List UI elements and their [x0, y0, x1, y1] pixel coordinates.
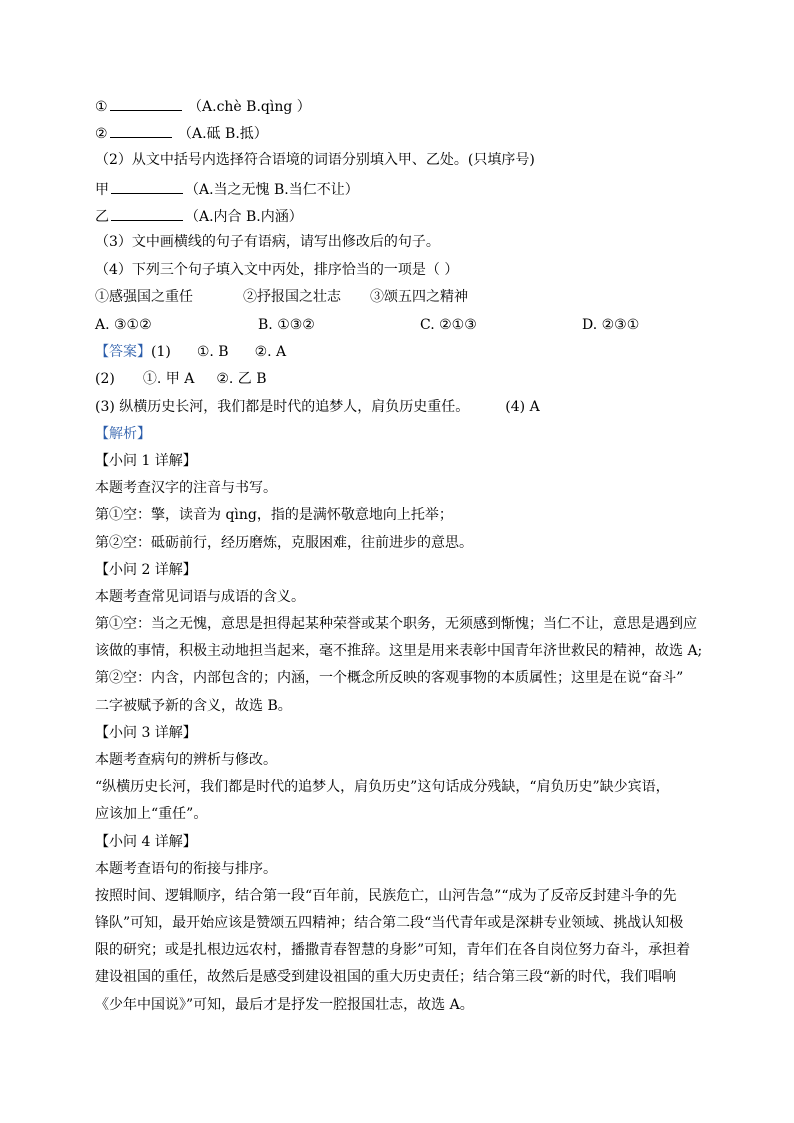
analysis-line: 按照时间、逻辑顺序，结合第一段“百年前，民族危亡，山河告急”“成为了反帝反封建斗争的先: [95, 888, 677, 904]
q1-line-1: [95, 96, 311, 116]
answer-q2-b: ②. 乙 B: [216, 371, 267, 387]
answer-blank[interactable]: [111, 179, 183, 194]
q2-prompt: （2）从文中括号内选择符合语境的词语分别填入甲、乙处。(只填序号): [95, 152, 535, 168]
q2-yi-label: 乙: [95, 209, 109, 225]
q4-choice-d: D. ②③①: [582, 317, 640, 333]
q4-sentence-1: ①感强国之重任: [95, 289, 193, 305]
analysis-line: 第①空：当之无愧，意思是担得起某种荣誉或某个职务，无须感到惭愧；当仁不让，意思是遇到应: [95, 616, 697, 632]
analysis-line: 本题考查语句的衔接与排序。: [95, 861, 277, 877]
q2-jia-label: 甲: [95, 182, 109, 198]
answer-line-3: [95, 398, 540, 416]
analysis-line: “纵横历史长河，我们都是时代的追梦人，肩负历史”这句话成分残缺，“肩负历史”缺少宾语，: [95, 779, 670, 795]
answer-q1-num: (1): [151, 344, 171, 360]
q2-yi-options: （A.内合 B.内涵）: [185, 209, 303, 225]
analysis-label: 【解析】: [95, 426, 151, 442]
analysis-line: 【小问 2 详解】: [95, 562, 197, 578]
answer-q3: (3) 纵横历史长河，我们都是时代的追梦人，肩负历史重任。: [95, 399, 470, 415]
q1-num-1: ①: [95, 99, 108, 115]
analysis-line: 本题考查常见词语与成语的含义。: [95, 589, 305, 605]
answer-blank[interactable]: [110, 96, 182, 111]
q1-num-2: ②: [95, 126, 108, 142]
q1-options-2: （A.砥 B.抵）: [178, 126, 268, 142]
q4-prompt: （4）下列三个句子填入文中丙处，排序恰当的一项是（ ）: [95, 262, 459, 278]
q4-choice-a: A. ③①②: [95, 317, 152, 333]
q3-prompt: （3）文中画横线的句子有语病，请写出修改后的句子。: [95, 234, 440, 250]
answer-q2-num: (2): [95, 371, 115, 387]
q2-jia-line: [95, 179, 359, 199]
analysis-line: 《少年中国说》”可知，最后才是抒发一腔报国壮志，故选 A。: [95, 997, 474, 1013]
analysis-line: 本题考查汉字的注音与书写。: [95, 480, 277, 496]
answer-q4: (4) A: [505, 399, 540, 415]
analysis-line: 第②空：砥砺前行，经历磨炼，克服困难，往前进步的意思。: [95, 535, 473, 551]
analysis-line: 该做的事情，积极主动地担当起来，毫不推辞。这里是用来表彰中国青年济世救民的精神，故选 A;: [95, 643, 703, 659]
q1-line-2: [95, 123, 268, 143]
analysis-line: 建设祖国的重任，故然后是感受到建设祖国的重大历史责任；结合第三段“新的时代，我们唱响: [95, 969, 677, 985]
q2-jia-options: （A.当之无愧 B.当仁不让）: [185, 182, 359, 198]
q4-sentence-3: ③颂五四之精神: [370, 289, 468, 305]
answer-line-2: [95, 370, 267, 388]
answer-blank[interactable]: [111, 206, 183, 221]
analysis-line: 第②空：内含，内部包含的；内涵，一个概念所反映的客观事物的本质属性；这里是在说“奋斗”: [95, 670, 684, 686]
answer-q2-a: ①. 甲 A: [142, 371, 195, 387]
answer-line-1: [95, 343, 286, 361]
analysis-line: 本题考查病句的辨析与修改。: [95, 752, 277, 768]
analysis-line: 锋队”可知，最开始应该是赞颂五四精神；结合第二段“当代青年或是深耕专业领域、挑战认知极: [95, 915, 684, 931]
answer-blank[interactable]: [110, 123, 172, 138]
q4-choice-b: B. ①③②: [258, 317, 315, 333]
q2-yi-line: [95, 206, 303, 226]
q4-choice-c: C. ②①③: [420, 317, 477, 333]
q4-sentence-2: ②抒报国之壮志: [243, 289, 341, 305]
answer-q1-a: ①. B: [196, 344, 229, 360]
analysis-line: 限的研究；或是扎根边远农村，播撒青春智慧的身影”可知，青年们在各自岗位努力奋斗，承担着: [95, 942, 691, 958]
analysis-line: 【小问 1 详解】: [95, 453, 197, 469]
analysis-line: 二字被赋予新的含义，故选 B。: [95, 698, 292, 714]
analysis-line: 第①空：擎，读音为 qìng，指的是满怀敬意地向上托举；: [95, 507, 453, 523]
analysis-line: 【小问 4 详解】: [95, 834, 197, 850]
answer-q1-b: ②. A: [254, 344, 287, 360]
q1-options-1: （A.chè B.qìng ）: [188, 99, 311, 115]
analysis-line: 应该加上“重任”。: [95, 806, 208, 822]
answer-label: 【答案】: [95, 344, 151, 360]
analysis-line: 【小问 3 详解】: [95, 725, 197, 741]
